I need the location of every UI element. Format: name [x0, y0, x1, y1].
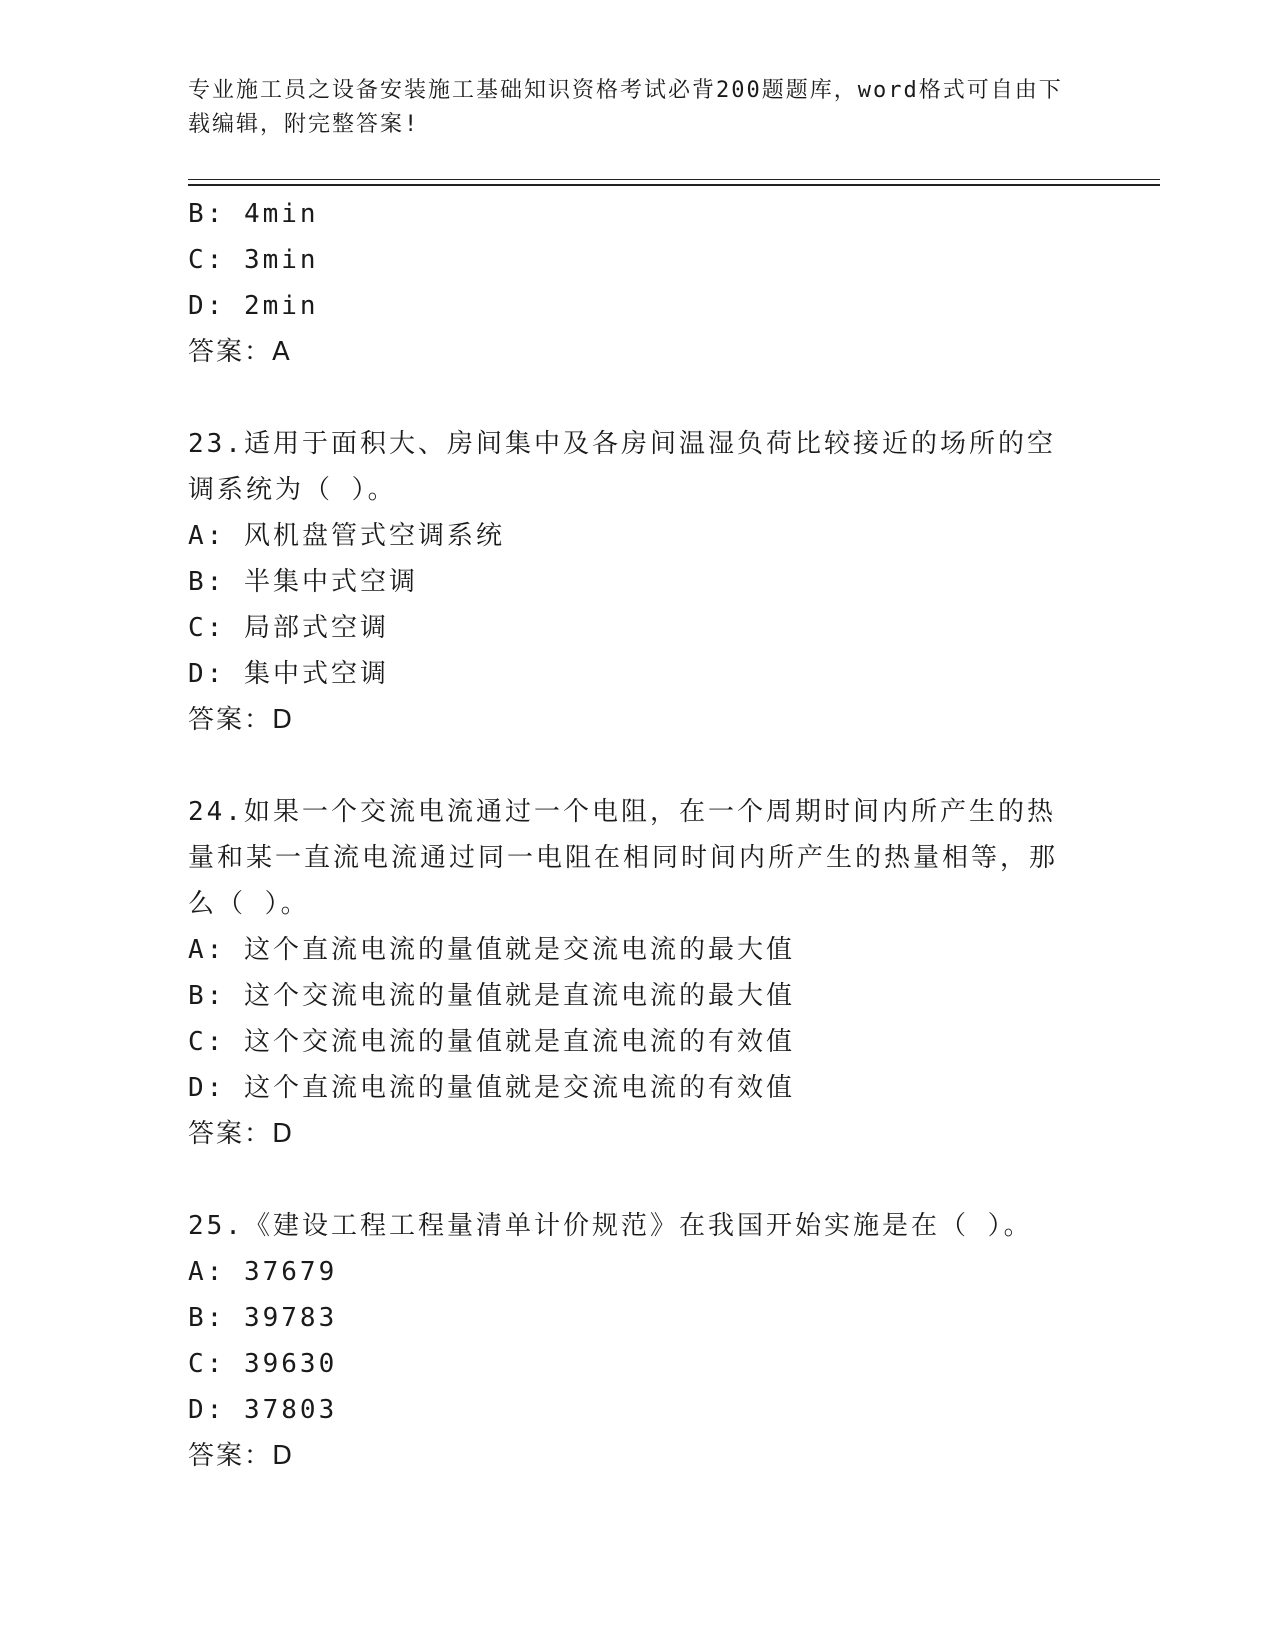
question-24	[188, 789, 1088, 1157]
spacer	[188, 743, 1088, 789]
option-a: A: 这个直流电流的量值就是交流电流的最大值	[188, 935, 795, 965]
option-b: B: 4min	[188, 199, 319, 229]
question-25	[188, 1203, 1088, 1479]
question-stem: 25.《建设工程工程量清单计价规范》在我国开始实施是在（ ）。	[188, 1211, 1033, 1241]
answer-line: 答案：A	[188, 337, 292, 367]
question-23	[188, 421, 1088, 743]
option-d: D: 集中式空调	[188, 659, 389, 689]
option-a: A: 37679	[188, 1257, 338, 1287]
option-d: D: 这个直流电流的量值就是交流电流的有效值	[188, 1073, 795, 1103]
answer-line: 答案：D	[188, 1119, 295, 1149]
document-header: 专业施工员之设备安装施工基础知识资格考试必背200题题库，word格式可自由下载编辑，附完整答案!	[188, 78, 1063, 137]
header-divider-thin	[188, 179, 1160, 180]
option-c: C: 3min	[188, 245, 319, 275]
option-b: B: 半集中式空调	[188, 567, 418, 597]
option-d: D: 2min	[188, 291, 319, 321]
answer-line: 答案：D	[188, 1441, 295, 1471]
question-22-continued	[188, 191, 1088, 375]
spacer	[188, 1157, 1088, 1203]
option-b: B: 这个交流电流的量值就是直流电流的最大值	[188, 981, 795, 1011]
answer-line: 答案：D	[188, 705, 295, 735]
option-c: C: 局部式空调	[188, 613, 389, 643]
option-d: D: 37803	[188, 1395, 338, 1425]
header-divider-thick	[188, 184, 1160, 186]
question-stem: 23.适用于面积大、房间集中及各房间温湿负荷比较接近的场所的空调系统为（ ）。	[188, 429, 1056, 505]
option-c: C: 这个交流电流的量值就是直流电流的有效值	[188, 1027, 795, 1057]
option-a: A: 风机盘管式空调系统	[188, 521, 505, 551]
question-stem: 24.如果一个交流电流通过一个电阻，在一个周期时间内所产生的热量和某一直流电流通过同一电阻在相同时间内所产生的热量相等，那么（ ）。	[188, 797, 1059, 919]
option-c: C: 39630	[188, 1349, 338, 1379]
question-list	[188, 191, 1088, 1479]
option-b: B: 39783	[188, 1303, 338, 1333]
spacer	[188, 375, 1088, 421]
